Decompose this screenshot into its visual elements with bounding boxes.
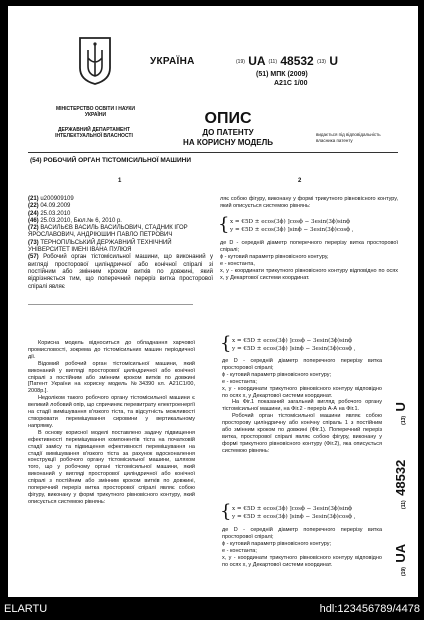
paragraph: Корисна модель відноситься до обладнання харчової промисловості, зокрема до тістомісильних машин періодичної дії.	[28, 340, 195, 360]
code19-label: (19)	[236, 58, 245, 65]
equation-x: x = €5D ± ecos(3ϕ) ]cosϕ − 3esin(3ϕ)sinϕ	[232, 506, 352, 512]
coat-of-arms-icon	[78, 36, 112, 86]
equation-x: x = €5D ± ecos(3ϕ) ]cosϕ − 3esin(3ϕ)sinϕ	[232, 338, 352, 344]
meta-item: (24) 25.03.2010	[28, 210, 71, 217]
equation-y: y = €5D ± ecos(3ϕ) ]sinϕ − 3esin(3ϕ)cosϕ ,	[232, 346, 356, 352]
description-column-1	[28, 340, 195, 506]
claim-divider	[28, 304, 193, 305]
title-sub1: ДО ПАТЕНТУ	[202, 128, 254, 137]
viewer-footer	[0, 598, 424, 620]
country-code: UA	[248, 54, 266, 68]
patent-kind: U	[329, 54, 338, 68]
invention-title: (54) РОБОЧИЙ ОРГАН ТІСТОМІСИЛЬНОЇ МАШИНИ	[30, 157, 191, 164]
title-sub2: НА КОРИСНУ МОДЕЛЬ	[183, 138, 273, 147]
column-number-1: 1	[118, 178, 122, 184]
code11-label: (11)	[268, 58, 278, 65]
ministry-name: МІНІСТЕРСТВО ОСВІТИ І НАУКИ УКРАЇНИ	[55, 106, 136, 118]
patent-codes	[236, 54, 338, 68]
description-column-2: де D - середній діаметр поперечного перерізу витка просторової спіралі; ϕ - кутовий параметр рівновісного контуру; e - константа; x, y - координати трикутного рівновісного контуру відповідно по осях x, y Декартової системи координат. На Фіг.1 показаний загальний вигляд робочого органу тістомісильної машини, на Фіг.2 - переріз А-А на Фіг.1. Робочий орган тістомісильної машини являє собою просторову циліндричну або конічну спіраль 1 з постійним або змінним кроком по довжині (Фіг.1). Поперечний переріз витка, просторової спіралі являє собою фігуру, виконану у формі трикутного рівновісного контуру (Фіг.2), яка описується системою рівнянь:	[222, 358, 382, 454]
country-name: УКРАЇНА	[150, 56, 195, 67]
patent-page	[8, 6, 418, 597]
footer-left-label: ELARTU	[4, 603, 48, 615]
code13-label: (13)	[317, 58, 326, 65]
paragraph: Недоліком такого робочого органу тістомісильної машини є великий лобовий опір, що спричиняє перевитрату електроенергії на стадії вимішування в'язкого тіста, та відсутність можливості створювати перемішування сировини у вертикальному напрямку.	[28, 395, 195, 429]
ipc-class: A21C 1/00	[274, 80, 308, 87]
meta-item: (57) Робочий орган тістомісильної машини, що виконаний у вигляді просторової циліндричної або конічної спіралі зі постійним або змінним кроком витків по довжині, який відрізняється тим, що поперечний переріз витка просторової спіралі являє	[28, 254, 213, 290]
description-definitions-2: де D - середній діаметр поперечного перерізу витка просторової спіралі; ϕ - кутовий параметр рівновісного контуру; e - константа; x, y - координати трикутного рівновісного контуру відповідно по осях x, y Декартової системи координат.	[222, 527, 382, 568]
patent-number: 48532	[280, 54, 314, 68]
bibliographic-data	[28, 196, 213, 291]
equation-brace: {	[218, 214, 230, 235]
meta-item: (73) ТЕРНОПІЛЬСЬКИЙ ДЕРЖАВНИЙ ТЕХНІЧНИЙ УНІВЕРСИТЕТ ІМЕНІ ІВАНА ПУЛЮЯ	[28, 239, 172, 254]
equation-brace: {	[220, 333, 232, 354]
equation-y: y = €5D ± ecos(3ϕ) ]sinϕ − 3esin(3ϕ)cosϕ ,	[230, 227, 354, 233]
footer-handle: hdl:123456789/4478	[319, 603, 420, 615]
equation-y: y = €5D ± ecos(3ϕ) ]sinϕ − 3esin(3ϕ)cosϕ ,	[232, 514, 356, 520]
paragraph: В основу корисної моделі поставлено задачу підвищення ефективності перемішування компонентів тіста на початковій стадії замісу та підвищення ефективності перемішування на стадії вимішування в'язкого тіста за рахунок вдосконалення конструкції робочого органу тістомісильної машини, шляхом того, що у робочому органі тістомісильної машини, який виконаний у вигляді просторової циліндричної або конічної спіралі з постійним або змінним кроком витків по довжині, поперечний переріз витка просторової спіралі являє собою фігуру, виконану у формі трикутного рівновісного контуру, який описується системою рівнянь:	[28, 429, 195, 505]
paragraph: Відомий робочий орган тістомісильної машини, який виконаний у вигляді просторової циліндричної або конічної спіралі з постійним або змінним кроком витків по довжині [Патент України на корисну модель №34390 кл. A21C1/00, 2008р.].	[28, 360, 195, 395]
ipc-block	[256, 70, 308, 88]
header-divider	[28, 152, 398, 153]
meta-item: (22) 04.09.2009	[28, 203, 71, 210]
equation-brace: {	[220, 501, 232, 522]
meta-item: (46) 25.03.2010, Бюл.№ 6, 2010 р.	[28, 217, 122, 224]
claim-continued: ляє собою фігуру, виконану у формі трикутного рівновісного контуру, який описується системою рівнянь:	[220, 196, 398, 209]
column-number-2: 2	[298, 178, 302, 184]
claim-definitions: де D - середній діаметр поперечного перерізу витка просторової спіралі; ϕ - кутовий параметр рівновісного контуру, e - константа, x, y - координати трикутного рівновісного контуру відповідно по осях x, y Декартової системи координат.	[220, 240, 398, 281]
side-patent-code: (19) UA (11) 48532 (13) U	[393, 402, 408, 576]
ipc-label: (51) МПК (2009)	[256, 71, 308, 78]
equation-x: x = €5D ± ecos(3ϕ) ]cosϕ − 3esin(3ϕ)sinϕ	[230, 219, 350, 225]
meta-item: (21) u200909109	[28, 196, 74, 202]
title-main: ОПИС	[204, 110, 252, 127]
department-name: ДЕРЖАВНИЙ ДЕПАРТАМЕНТ ІНТЕЛЕКТУАЛЬНОЇ ВЛАСНОСТІ	[55, 127, 133, 139]
meta-item: (72) ВАСИЛЬЄВ ВАСИЛЬ ВАСИЛЬОВИЧ, СТАДНИК ІГОР ЯРОСЛАВОВИЧ, АНДРІЮШИН ПАВЛО ПЕТРОВИЧ	[28, 225, 188, 239]
document-title	[168, 110, 288, 148]
publisher-note: видається під відповідальність власника патенту	[316, 132, 381, 143]
